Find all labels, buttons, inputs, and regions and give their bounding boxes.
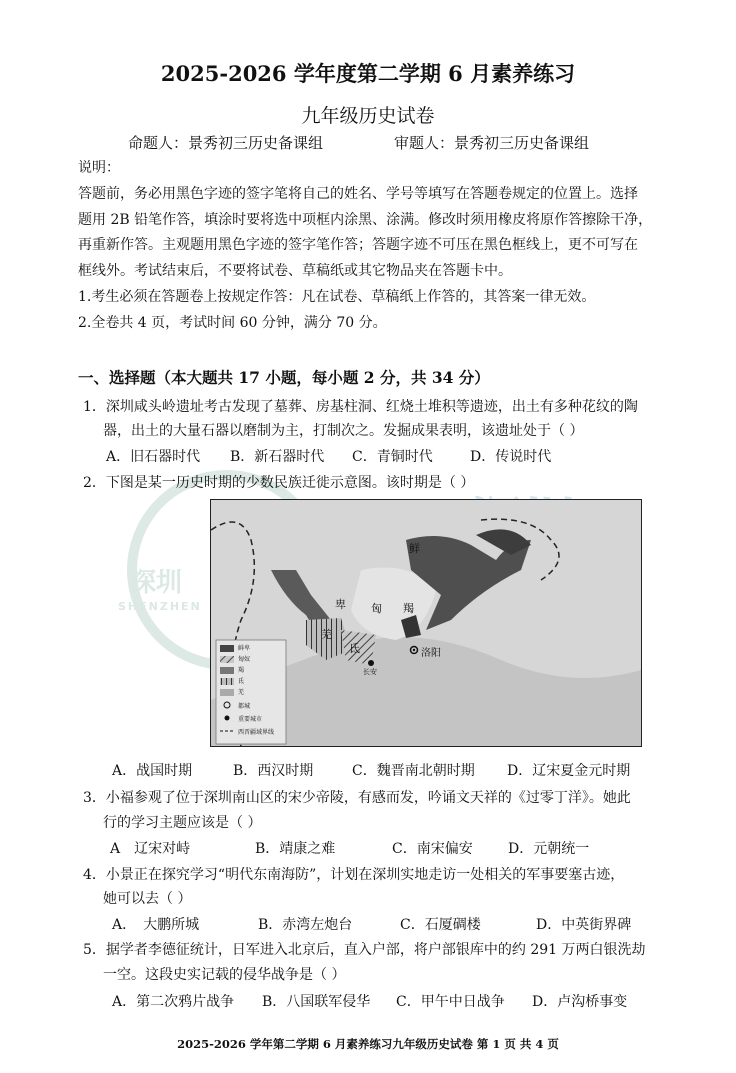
page-footer: 2025-2026 学年第二学期 6 月素养练习九年级历史试卷 第 1 页 共 4 页: [177, 1037, 559, 1051]
question-4-option-a[interactable]: A． 大鹏所城: [112, 917, 200, 933]
watermark-left-sub: SHENZHEN: [118, 600, 202, 613]
question-5-option-a[interactable]: A．第二次鸦片战争: [112, 994, 235, 1010]
map-label-qiang: 羌: [321, 628, 332, 641]
watermark-left-text: 深圳: [130, 568, 183, 598]
question-3-option-c[interactable]: C．南宋偏安: [392, 841, 473, 857]
legend-jie: 羯: [238, 667, 245, 674]
question-4-option-b[interactable]: B．赤湾左炮台: [258, 917, 353, 933]
question-2-option-c[interactable]: C．魏晋南北朝时期: [352, 763, 475, 779]
instruction-line: 题用 2B 铅笔作答，填涂时要将选中项框内涂黑、涂满。修改时须用橡皮将原作答擦除干净，: [78, 212, 653, 228]
question-1-option-a[interactable]: A．旧石器时代: [106, 449, 201, 465]
question-1-option-c[interactable]: C．青铜时代: [352, 449, 433, 465]
question-3-option-a[interactable]: A 辽宋对峙: [110, 841, 191, 857]
question-3-stem-cont: 行的学习主题应该是（ ）: [103, 815, 262, 831]
instructions-label: 说明：: [78, 160, 120, 176]
migration-map: [210, 499, 642, 747]
exam-subtitle: 九年级历史试卷: [301, 105, 435, 127]
instruction-line: 答题前，务必用黑色字迹的签字笔将自己的姓名、学号等填写在答题卷规定的位置上。选择: [78, 186, 638, 202]
instruction-line: 2.全卷共 4 页，考试时间 60 分钟，满分 70 分。: [78, 315, 387, 331]
question-2-stem: 2．下图是某一历史时期的少数民族迁徙示意图。该时期是（ ）: [83, 475, 475, 491]
map-label-luoyang: 洛阳: [421, 648, 441, 659]
author-line: 命题人：景秀初三历史备课组: [128, 134, 324, 152]
question-4-stem-cont: 她可以去（ ）: [103, 891, 192, 907]
question-1-stem: 1．深圳咸头岭遗址考古发现了墓葬、房基柱洞、红烧土堆积等遗迹，出土有多种花纹的陶: [83, 399, 638, 415]
question-5-option-d[interactable]: D．卢沟桥事变: [532, 994, 628, 1010]
question-1-stem-cont: 器，出土的大量石器以磨制为主，打制次之。发掘成果表明，该遗址处于（ ）: [103, 423, 584, 439]
map-label-changan: 长安: [363, 668, 377, 676]
question-4-stem: 4．小景正在探究学习“明代东南海防”，计划在深圳实地走访一处相关的军事要塞古迹，: [83, 867, 625, 883]
map-label-di: 氐: [349, 642, 360, 655]
question-4-option-c[interactable]: C．石厦碉楼: [400, 917, 481, 933]
legend-xiongnu: 匈奴: [238, 656, 251, 663]
reviewer-line: 审题人：景秀初三历史备课组: [394, 134, 590, 152]
question-4-option-d[interactable]: D．中英街界碑: [536, 917, 632, 933]
instruction-line: 再重新作答。主观题用黑色字迹的签字笔作答；答题字迹不可压在黑色框线上，更不可写在: [78, 237, 638, 253]
map-label-jie: 羯: [403, 602, 414, 615]
question-2-option-a[interactable]: A．战国时期: [112, 763, 193, 779]
section-title: 一、选择题（本大题共 17 小题，每小题 2 分，共 34 分）: [78, 368, 490, 387]
map-label-bei: 卑: [335, 598, 346, 611]
instruction-line: 1.考生必须在答题卷上按规定作答：凡在试卷、草稿纸上作答的，其答案一律无效。: [78, 289, 596, 305]
legend-di: 氐: [238, 678, 245, 685]
question-5-stem-cont: 一空。这段史实记载的侵华战争是（ ）: [103, 967, 346, 983]
legend-qiang: 羌: [238, 689, 245, 696]
legend-city: 重要城市: [238, 716, 263, 723]
question-3-stem: 3．小福参观了位于深圳南山区的宋少帝陵，有感而发，吟诵文天祥的《过零丁洋》。她此: [83, 790, 631, 806]
question-5-option-b[interactable]: B．八国联军侵华: [262, 994, 371, 1010]
question-2-option-b[interactable]: B．西汉时期: [233, 763, 314, 779]
question-1-option-d[interactable]: D．传说时代: [470, 449, 552, 465]
legend-xianbei: 鲜卑: [238, 645, 251, 652]
question-5-option-c[interactable]: C．甲午中日战争: [396, 994, 505, 1010]
legend-capital: 都城: [238, 703, 251, 710]
question-3-option-b[interactable]: B．靖康之难: [255, 841, 336, 857]
question-1-option-b[interactable]: B．新石器时代: [230, 449, 325, 465]
map-graphic: [211, 500, 641, 746]
question-3-option-d[interactable]: D．元朝统一: [508, 841, 590, 857]
question-2-option-d[interactable]: D．辽宋夏金元时期: [507, 763, 631, 779]
instruction-line: 框线外。考试结束后，不要将试卷、草稿纸或其它物品夹在答题卡中。: [78, 263, 512, 279]
map-label-xian: 鲜: [409, 542, 420, 555]
map-label-xiong: 匈: [371, 602, 382, 615]
exam-title: 2025-2026 学年度第二学期 6 月素养练习: [160, 61, 576, 86]
legend-border: 西晋疆域界线: [238, 729, 275, 736]
question-5-stem: 5．据学者李德征统计，日军进入北京后，直入户部，将户部银库中的约 291 万两白银洗劫: [83, 942, 646, 958]
